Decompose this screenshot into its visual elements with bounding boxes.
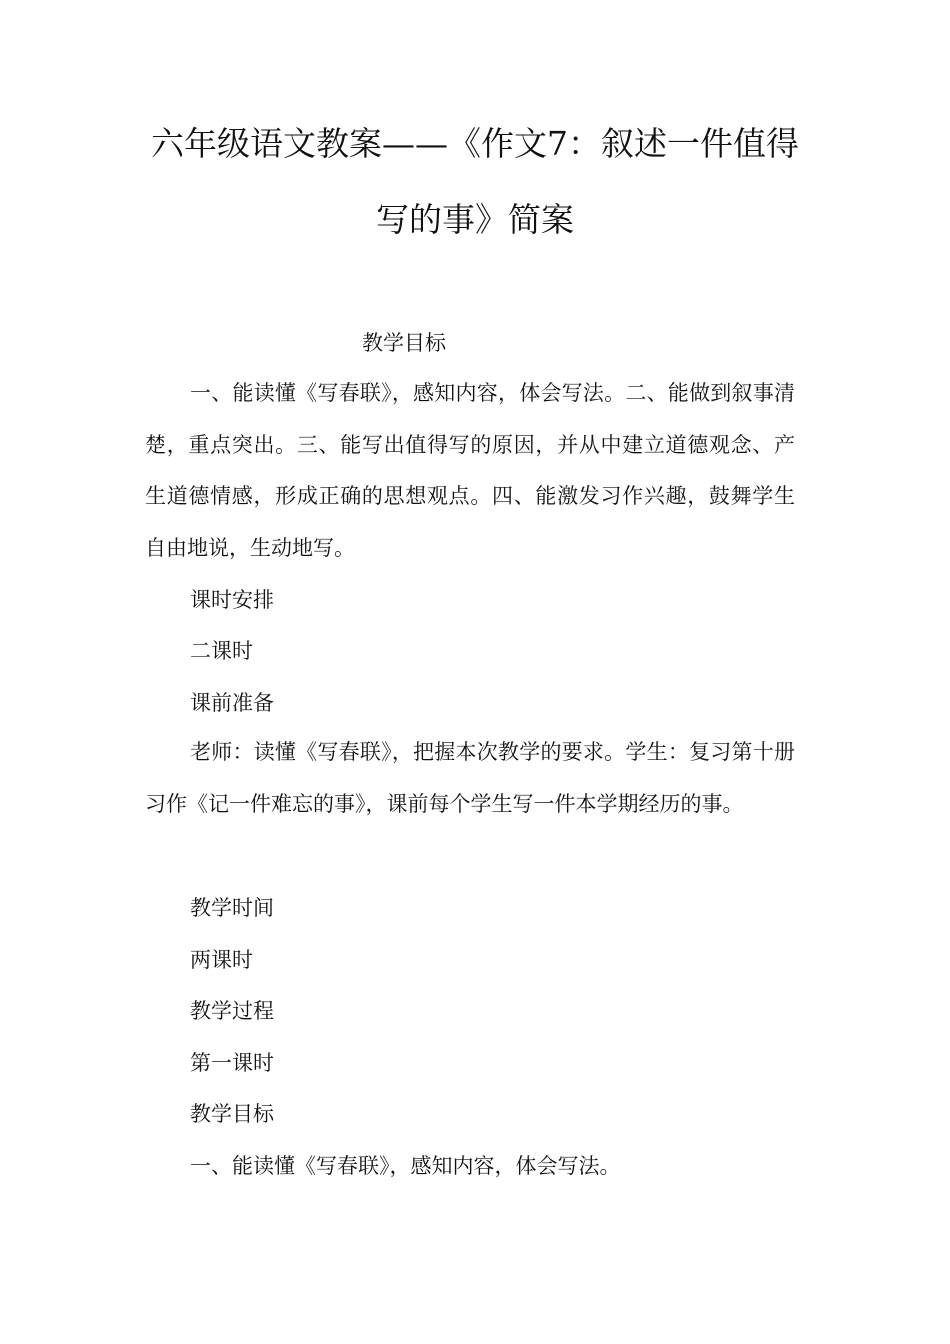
goals-paragraph: 一、能读懂《写春联》，感知内容，体会写法。二、能做到叙事清楚，重点突出。三、能写出值得写的原因，并从中建立道德观念、产生道德情感，形成正确的思想观点。四、能激发习作兴趣，鼓舞学生自由地说，生动地写。 bbox=[145, 381, 795, 560]
lesson1-goals-heading: 教学目标 bbox=[190, 1102, 274, 1126]
prep-paragraph: 老师：读懂《写春联》，把握本次教学的要求。学生：复习第十册习作《记一件难忘的事》，课前每个学生写一件本学期经历的事。 bbox=[145, 740, 795, 816]
schedule-heading: 课时安排 bbox=[190, 588, 274, 612]
time-heading: 教学时间 bbox=[190, 896, 274, 920]
lesson1-heading: 第一课时 bbox=[190, 1051, 274, 1075]
document-title-line-1: 六年级语文教案——《作文7：叙述一件值得 bbox=[151, 124, 799, 163]
document-title-line-2: 写的事》简案 bbox=[376, 200, 574, 239]
process-heading: 教学过程 bbox=[190, 999, 274, 1023]
schedule-value: 二课时 bbox=[190, 639, 253, 663]
time-value: 两课时 bbox=[190, 948, 253, 972]
section-heading-teaching-goals: 教学目标 bbox=[362, 331, 446, 355]
prep-heading: 课前准备 bbox=[190, 691, 274, 715]
lesson1-goal-1: 一、能读懂《写春联》，感知内容，体会写法。 bbox=[190, 1154, 621, 1178]
